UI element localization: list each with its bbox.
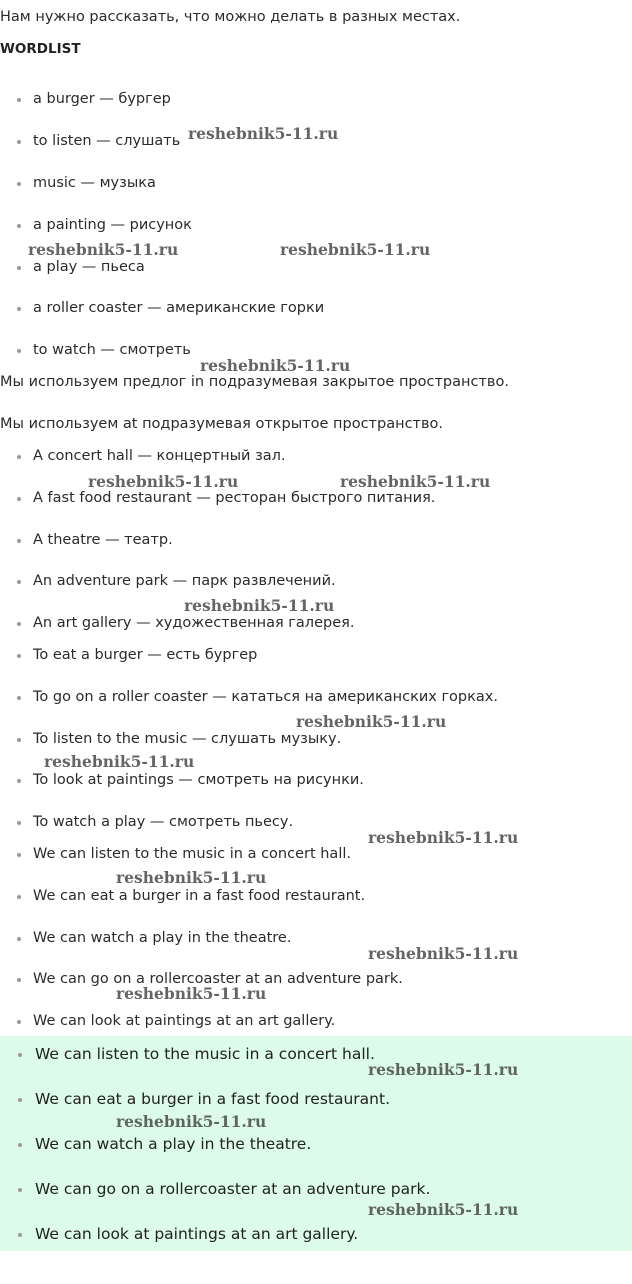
wordlist-heading: WORDLIST — [0, 41, 81, 57]
watermark: reshebnik5-11.ru — [296, 712, 447, 731]
note-at: Мы используем at подразумевая открытое пространство. — [0, 416, 444, 432]
list-item: a painting — рисунок — [33, 217, 192, 233]
list-item: A theatre — театр. — [33, 532, 173, 548]
watermark: reshebnik5-11.ru — [184, 596, 335, 615]
list-item: music — музыка — [33, 175, 156, 191]
watermark: reshebnik5-11.ru — [280, 240, 431, 259]
watermark: reshebnik5-11.ru — [368, 944, 519, 963]
answer-item: We can eat a burger in a fast food restaurant. — [35, 1090, 391, 1108]
list-item: a roller coaster — американские горки — [33, 300, 325, 316]
list-item: A concert hall — концертный зал. — [33, 448, 286, 464]
answer-item: We can go on a rollercoaster at an adventure park. — [35, 1180, 431, 1198]
list-item: a play — пьеса — [33, 259, 145, 275]
list-item: We can listen to the music in a concert hall. — [33, 846, 351, 862]
intro-text: Нам нужно рассказать, что можно делать в разных местах. — [0, 9, 461, 25]
watermark: reshebnik5-11.ru — [28, 240, 179, 259]
watermark: reshebnik5-11.ru — [116, 1112, 267, 1131]
list-item: To eat a burger — есть бургер — [33, 647, 258, 663]
watermark: reshebnik5-11.ru — [340, 472, 491, 491]
watermark: reshebnik5-11.ru — [44, 752, 195, 771]
note-in: Мы используем предлог in подразумевая закрытое пространство. — [0, 374, 509, 390]
watermark: reshebnik5-11.ru — [116, 868, 267, 887]
list-item: An adventure park — парк развлечений. — [33, 573, 336, 589]
watermark: reshebnik5-11.ru — [368, 1200, 519, 1219]
list-item: a burger — бургер — [33, 91, 171, 107]
list-item: We can watch a play in the theatre. — [33, 930, 292, 946]
list-item: We can go on a rollercoaster at an adventure park. — [33, 971, 403, 987]
list-item: To go on a roller coaster — кататься на американских горках. — [33, 689, 498, 705]
watermark: reshebnik5-11.ru — [188, 124, 339, 143]
answer-item: We can listen to the music in a concert hall. — [35, 1045, 375, 1063]
watermark: reshebnik5-11.ru — [368, 828, 519, 847]
list-item: An art gallery — художественная галерея. — [33, 615, 355, 631]
answer-item: We can look at paintings at an art gallery. — [35, 1225, 359, 1243]
list-item: We can eat a burger in a fast food restaurant. — [33, 888, 366, 904]
watermark: reshebnik5-11.ru — [200, 356, 351, 375]
list-item: A fast food restaurant — ресторан быстрого питания. — [33, 490, 436, 506]
list-item: To listen to the music — слушать музыку. — [33, 731, 342, 747]
list-item: To look at paintings — смотреть на рисунки. — [33, 772, 364, 788]
answer-box — [0, 1036, 632, 1251]
list-item: We can look at paintings at an art gallery. — [33, 1013, 336, 1029]
answer-item: We can watch a play in the theatre. — [35, 1135, 312, 1153]
watermark: reshebnik5-11.ru — [88, 472, 239, 491]
list-item: To watch a play — смотреть пьесу. — [33, 814, 294, 830]
watermark: reshebnik5-11.ru — [368, 1060, 519, 1079]
watermark: reshebnik5-11.ru — [116, 984, 267, 1003]
list-item: to watch — смотреть — [33, 342, 191, 358]
list-item: to listen — слушать — [33, 133, 181, 149]
